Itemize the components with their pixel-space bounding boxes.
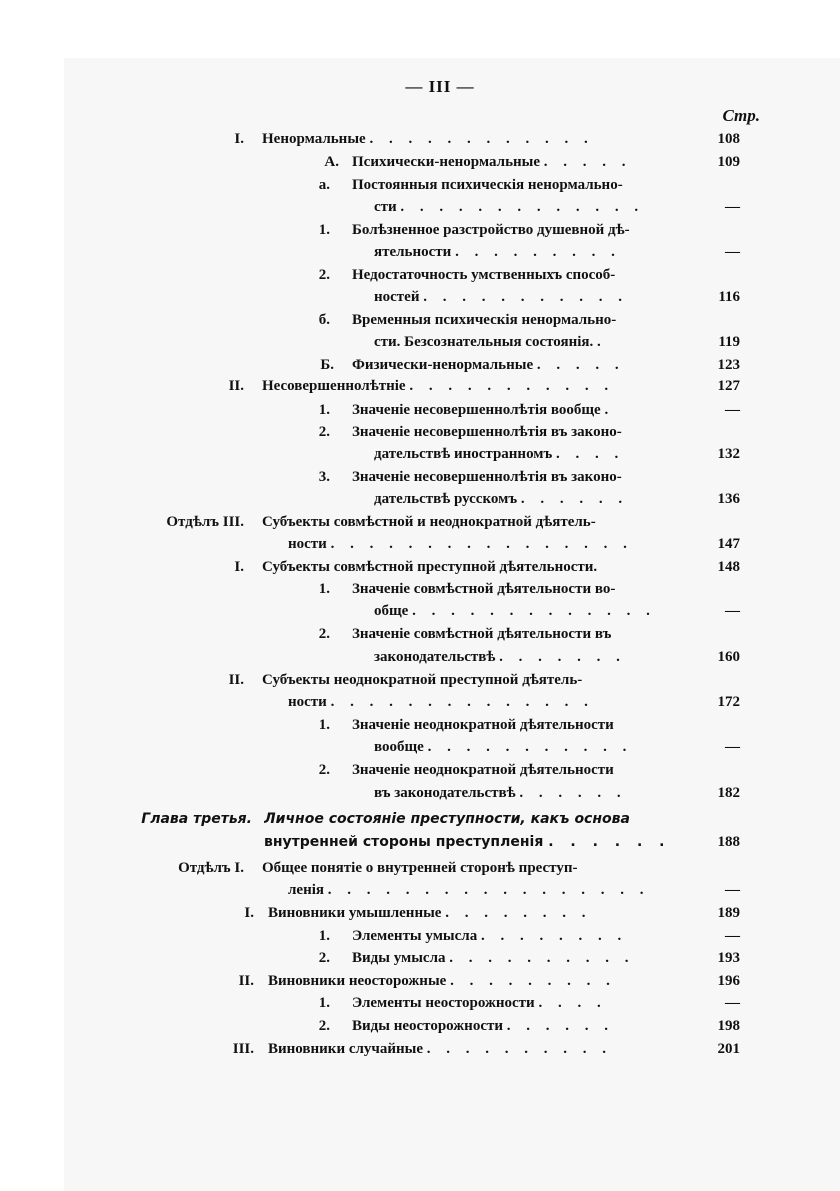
toc-page-number: — bbox=[725, 739, 740, 755]
toc-page-number: 198 bbox=[717, 1018, 740, 1034]
toc-line-text bbox=[262, 511, 690, 533]
toc-line-label: 1. bbox=[318, 928, 330, 944]
leader-dots: . . . . . . . . . bbox=[455, 244, 621, 260]
toc-line bbox=[0, 1038, 840, 1060]
toc-entry-title: въ законодательствѣ bbox=[374, 785, 516, 801]
toc-page-number: 119 bbox=[718, 334, 740, 350]
toc-line bbox=[0, 466, 840, 488]
toc-line-text bbox=[374, 736, 690, 758]
toc-line-label: 2. bbox=[318, 267, 330, 283]
toc-entry-title: Недостаточность умственныхъ способ- bbox=[352, 267, 616, 283]
toc-page-number: 193 bbox=[717, 950, 740, 966]
leader-dots: . . . . . . . . . . . . . bbox=[412, 603, 656, 619]
toc-line bbox=[0, 879, 840, 901]
toc-line-label: 1. bbox=[318, 581, 330, 597]
toc-line-text bbox=[352, 578, 690, 600]
toc-entry-title: Элементы умысла bbox=[352, 928, 478, 944]
toc-line-text bbox=[352, 947, 690, 969]
toc-line-text bbox=[352, 421, 690, 443]
toc-line-label: Б. bbox=[320, 357, 334, 373]
leader-dots: . . . . . . . . . . . . . . . . bbox=[330, 536, 633, 552]
toc-line-text bbox=[352, 466, 690, 488]
toc-line bbox=[0, 669, 840, 691]
toc-line-text bbox=[262, 556, 690, 578]
toc-line-label: А. bbox=[324, 154, 339, 170]
leader-dots: . . . . bbox=[538, 995, 607, 1011]
toc-line bbox=[0, 151, 840, 173]
toc-line bbox=[0, 970, 840, 992]
toc-page-number: 127 bbox=[717, 378, 740, 394]
leader-dots: . . . . . . bbox=[519, 785, 627, 801]
toc-line bbox=[0, 600, 840, 622]
toc-entry-title: Значеніе совмѣстной дѣятельности во- bbox=[352, 581, 616, 597]
leader-dots: . . . . . . . . . . . bbox=[427, 739, 633, 755]
leader-dots: . . . . . . . . . . . . . . bbox=[330, 694, 594, 710]
toc-line-text bbox=[352, 1015, 690, 1037]
toc-line bbox=[0, 331, 840, 353]
toc-line-label: 2. bbox=[318, 950, 330, 966]
toc-line bbox=[0, 992, 840, 1014]
toc-page-number: 182 bbox=[717, 785, 740, 801]
toc-line-label: 2. bbox=[318, 626, 330, 642]
toc-line-label: 1. bbox=[318, 717, 330, 733]
leader-dots: . . . . . . . . . . . . . . . . . bbox=[327, 882, 650, 898]
toc-line-text bbox=[352, 399, 690, 421]
toc-line-text bbox=[288, 533, 690, 555]
toc-line-text bbox=[374, 782, 690, 804]
toc-entry-title: законодательствѣ bbox=[374, 649, 496, 665]
toc-entry-title: Виновники неосторожные bbox=[268, 973, 447, 989]
toc-entry-title: Виды неосторожности bbox=[352, 1018, 503, 1034]
toc-line-label: Отдѣлъ I. bbox=[178, 860, 244, 876]
toc-line-text bbox=[374, 196, 690, 218]
toc-entry-title: Виновники случайные bbox=[268, 1041, 424, 1057]
toc-line bbox=[0, 375, 840, 397]
toc-line-text bbox=[352, 151, 690, 173]
toc-entry-title: Виновники умышленные bbox=[268, 905, 442, 921]
toc-line bbox=[0, 196, 840, 218]
toc-line-label: Глава третья. bbox=[141, 811, 252, 827]
toc-line bbox=[0, 241, 840, 263]
toc-entry-title: Личное состояніе преступности, какъ основа bbox=[264, 811, 630, 827]
toc-line-text bbox=[374, 241, 690, 263]
toc-line-text bbox=[374, 286, 690, 308]
toc-entry-title: ности bbox=[288, 694, 327, 710]
toc-line bbox=[0, 399, 840, 421]
toc-line bbox=[0, 354, 840, 376]
leader-dots: . . . . . . . . . . . . bbox=[369, 131, 594, 147]
leader-dots: . bbox=[604, 402, 615, 418]
toc-line-label: 3. bbox=[318, 469, 330, 485]
toc-line bbox=[0, 857, 840, 879]
toc-line bbox=[0, 128, 840, 150]
toc-line-text bbox=[374, 443, 690, 465]
toc-line-text bbox=[352, 925, 690, 947]
toc-entry-title: Временныя психическія ненормально- bbox=[352, 312, 617, 328]
toc-line-text bbox=[268, 902, 690, 924]
toc-line-text bbox=[352, 174, 690, 196]
toc-line-text bbox=[352, 759, 690, 781]
toc-line bbox=[0, 488, 840, 510]
toc-line-text bbox=[352, 992, 690, 1014]
toc-line-label: I. bbox=[234, 559, 244, 575]
toc-page-number: — bbox=[725, 928, 740, 944]
toc-page-number: — bbox=[725, 402, 740, 418]
leader-dots: . bbox=[597, 334, 607, 350]
toc-line-text bbox=[352, 714, 690, 736]
toc-line bbox=[0, 1015, 840, 1037]
toc-entry-title: обще bbox=[374, 603, 409, 619]
toc-line-text bbox=[264, 831, 690, 853]
toc-line bbox=[0, 286, 840, 308]
toc-line bbox=[0, 736, 840, 758]
toc-line bbox=[0, 623, 840, 645]
toc-page-number: 147 bbox=[717, 536, 740, 552]
toc-entry-title: Несовершеннолѣтніе bbox=[262, 378, 406, 394]
toc-line-label: I. bbox=[234, 131, 244, 147]
toc-line bbox=[0, 309, 840, 331]
leader-dots: . . . . . . bbox=[520, 491, 629, 507]
toc-line bbox=[0, 808, 840, 830]
toc-line bbox=[0, 443, 840, 465]
toc-line-text bbox=[374, 646, 690, 668]
leader-dots: . . . . . . . . . . bbox=[426, 1041, 613, 1057]
toc-entry-title: внутренней стороны преступленія bbox=[264, 834, 544, 850]
toc-line-text bbox=[288, 691, 690, 713]
toc-entry-title: Субъекты совмѣстной и неоднократной дѣятель- bbox=[262, 514, 596, 530]
toc-page-number: — bbox=[725, 603, 740, 619]
toc-line-text bbox=[262, 375, 690, 397]
toc-line-label: 2. bbox=[318, 1018, 330, 1034]
toc-line-label: 1. bbox=[318, 402, 330, 418]
toc-page-number: 189 bbox=[717, 905, 740, 921]
leader-dots: . . . . . . bbox=[506, 1018, 614, 1034]
page-header: — III — bbox=[405, 77, 475, 96]
leader-dots: . . . . . bbox=[543, 154, 632, 170]
toc-line-text bbox=[268, 970, 690, 992]
toc-line-label: II. bbox=[238, 973, 254, 989]
toc-entry-title: дательствѣ иностранномъ bbox=[374, 446, 553, 462]
toc-line bbox=[0, 902, 840, 924]
toc-entry-title: ятельности bbox=[374, 244, 452, 260]
toc-line-label: 1. bbox=[318, 222, 330, 238]
toc-page-number: — bbox=[725, 199, 740, 215]
toc-line bbox=[0, 646, 840, 668]
toc-entry-title: Болѣзненное разстройство душевной дѣ- bbox=[352, 222, 630, 238]
toc-line bbox=[0, 831, 840, 853]
toc-entry-title: ностей bbox=[374, 289, 420, 305]
toc-line-text bbox=[374, 488, 690, 510]
toc-entry-title: Элементы неосторожности bbox=[352, 995, 535, 1011]
toc-page-number: — bbox=[725, 882, 740, 898]
toc-page-number: 132 bbox=[717, 446, 740, 462]
page-column-label: Стр. bbox=[722, 106, 760, 125]
toc-line-text bbox=[352, 264, 690, 286]
toc-page-number: 196 bbox=[717, 973, 740, 989]
toc-entry-title: Постоянныя психическія ненормально- bbox=[352, 177, 623, 193]
toc-entry-title: Субъекты неоднократной преступной дѣятель- bbox=[262, 672, 583, 688]
toc-entry-title: Значеніе совмѣстной дѣятельности въ bbox=[352, 626, 612, 642]
toc-line-label: а. bbox=[318, 177, 330, 193]
toc-line-label: 1. bbox=[318, 995, 330, 1011]
leader-dots: . . . . . . bbox=[548, 834, 671, 850]
leader-dots: . . . . bbox=[556, 446, 625, 462]
toc-line bbox=[0, 264, 840, 286]
toc-entry-title: Субъекты совмѣстной преступной дѣятельности. bbox=[262, 559, 598, 575]
toc-line-text bbox=[352, 309, 690, 331]
toc-line bbox=[0, 219, 840, 241]
toc-line-label: б. bbox=[318, 312, 330, 328]
toc-page-number: 123 bbox=[717, 357, 740, 373]
leader-dots: . . . . . . . . bbox=[480, 928, 628, 944]
toc-entry-title: ности bbox=[288, 536, 327, 552]
leader-dots: . . . . . . . . . . . bbox=[423, 289, 628, 305]
toc-line-label: III. bbox=[232, 1041, 254, 1057]
leader-dots: . . . . . . . . bbox=[445, 905, 592, 921]
toc-entry-title: Значеніе неоднократной дѣятельности bbox=[352, 717, 614, 733]
leader-dots: . . . . . . . . . . . bbox=[409, 378, 615, 394]
leader-dots: . . . . . bbox=[536, 357, 625, 373]
toc-entry-title: вообще bbox=[374, 739, 424, 755]
toc-entry-title: ленія bbox=[288, 882, 324, 898]
toc-line bbox=[0, 578, 840, 600]
toc-line-text bbox=[264, 808, 690, 830]
toc-page-number: 109 bbox=[717, 154, 740, 170]
toc-line bbox=[0, 533, 840, 555]
toc-line-text bbox=[352, 219, 690, 241]
toc-line bbox=[0, 421, 840, 443]
toc-line-text bbox=[352, 354, 690, 376]
toc-entry-title: сти. Безсознательныя состоянія. bbox=[374, 334, 594, 350]
toc-line-text bbox=[374, 331, 690, 353]
toc-entry-title: дательствѣ русскомъ bbox=[374, 491, 518, 507]
toc-line-text bbox=[262, 669, 690, 691]
toc-entry-title: Общее понятіе о внутренней сторонѣ преступ- bbox=[262, 860, 578, 876]
toc-line bbox=[0, 947, 840, 969]
toc-entry-title: сти bbox=[374, 199, 397, 215]
toc-entry-title: Значеніе несовершеннолѣтія въ законо- bbox=[352, 424, 622, 440]
toc-line bbox=[0, 174, 840, 196]
toc-line bbox=[0, 714, 840, 736]
toc-entry-title: Значеніе несовершеннолѣтія вообще bbox=[352, 402, 601, 418]
toc-line bbox=[0, 691, 840, 713]
leader-dots: . . . . . . . bbox=[499, 649, 626, 665]
toc-entry-title: Виды умысла bbox=[352, 950, 446, 966]
toc-entry-title: Значеніе неоднократной дѣятельности bbox=[352, 762, 614, 778]
leader-dots: . . . . . . . . . . bbox=[449, 950, 635, 966]
toc-line-text bbox=[288, 879, 690, 901]
toc-entry-title: Ненормальные bbox=[262, 131, 366, 147]
leader-dots: . . . . . . . . . . . . . bbox=[400, 199, 645, 215]
toc-page-number: 148 bbox=[717, 559, 740, 575]
toc-page-number: — bbox=[725, 995, 740, 1011]
toc-page-number: 136 bbox=[717, 491, 740, 507]
toc-line-label: II. bbox=[228, 378, 244, 394]
toc-line-text bbox=[374, 600, 690, 622]
toc-line bbox=[0, 925, 840, 947]
toc-line bbox=[0, 759, 840, 781]
leader-dots: . . . . . . . . . bbox=[450, 973, 616, 989]
toc-line-text bbox=[262, 857, 690, 879]
toc-entry-title: Значеніе несовершеннолѣтія въ законо- bbox=[352, 469, 622, 485]
toc-entry-title: Психически-ненормальные bbox=[352, 154, 541, 170]
toc-line-label: Отдѣлъ III. bbox=[166, 514, 244, 530]
toc-line-label: 2. bbox=[318, 762, 330, 778]
toc-line-label: I. bbox=[244, 905, 254, 921]
toc-line bbox=[0, 511, 840, 533]
toc-page-number: 188 bbox=[717, 834, 740, 850]
toc-page-number: 116 bbox=[718, 289, 740, 305]
toc-page-number: 160 bbox=[717, 649, 740, 665]
toc-page-number: 108 bbox=[717, 131, 740, 147]
toc-line-text bbox=[262, 128, 690, 150]
toc-page-number: 201 bbox=[717, 1041, 740, 1057]
toc-line bbox=[0, 556, 840, 578]
toc-line bbox=[0, 782, 840, 804]
toc-page-number: 172 bbox=[717, 694, 740, 710]
toc-line-label: II. bbox=[228, 672, 244, 688]
toc-page-number: — bbox=[725, 244, 740, 260]
toc-line-label: 2. bbox=[318, 424, 330, 440]
toc-entry-title: Физически-ненормальные bbox=[352, 357, 534, 373]
toc-line-text bbox=[268, 1038, 690, 1060]
toc-line-text bbox=[352, 623, 690, 645]
